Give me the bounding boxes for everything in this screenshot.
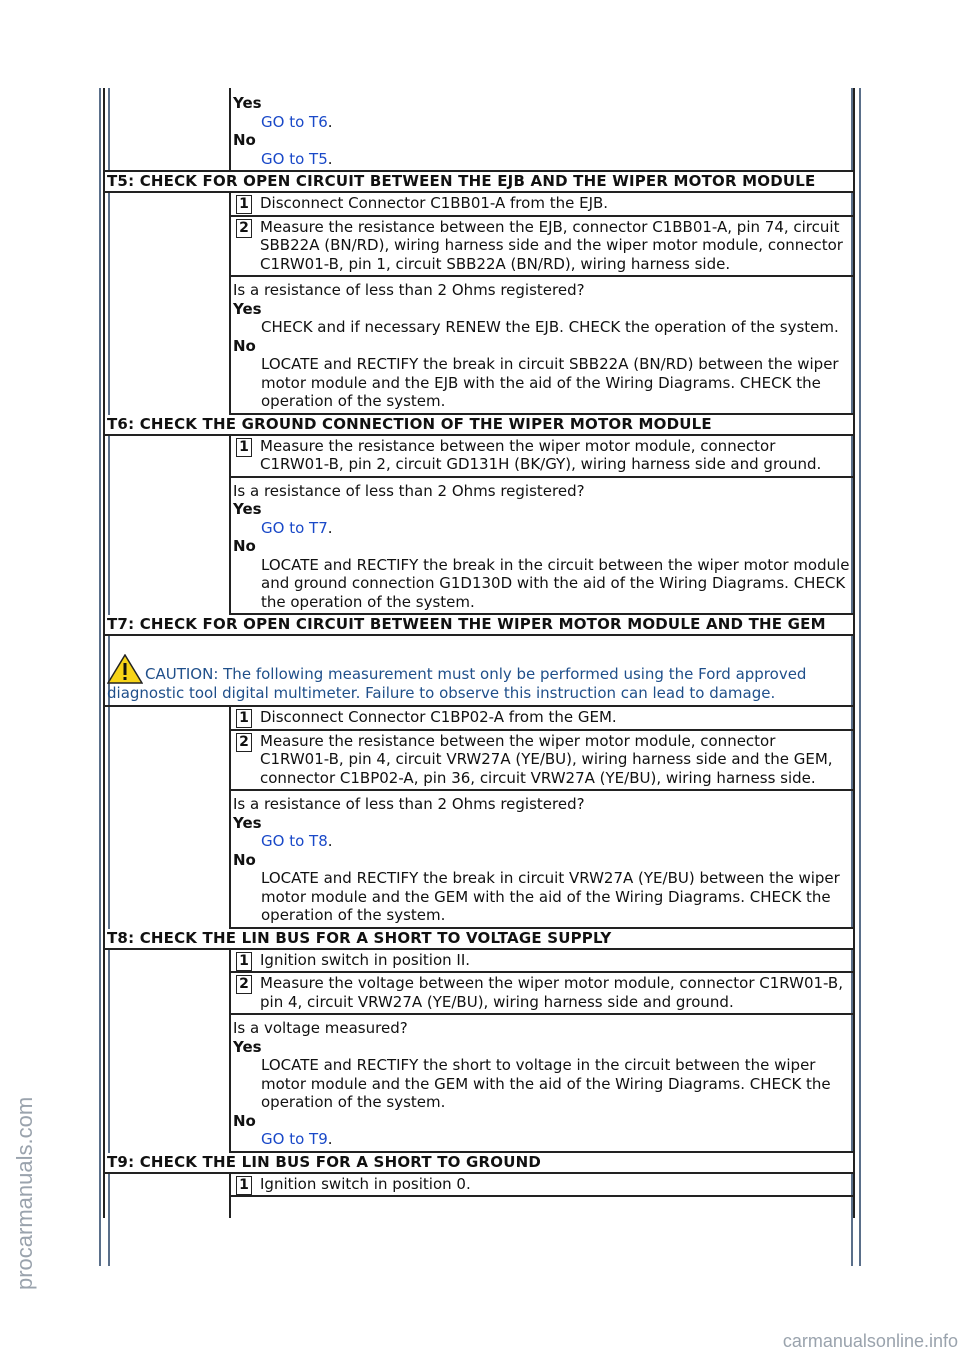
step-text: Measure the voltage between the wiper motor module, connector C1RW01-B, pin 4, circuit VRW27A (YE/BU), wiring harness side and ground. (260, 974, 843, 1011)
result-block: Is a voltage measured? Yes LOCATE and RECTIFY the short to voltage in the circuit between the wiper motor module and the GEM with the aid of the Wiring Diagrams. CHECK the operation of the system. No GO to T9. (231, 1015, 853, 1153)
go-to-t5-link[interactable]: GO to T5 (261, 149, 328, 168)
go-to-t9-link[interactable]: GO to T9 (261, 1130, 328, 1148)
left-outer-rule (99, 88, 101, 1266)
yes-label: Yes (233, 94, 262, 112)
step (231, 707, 853, 731)
section-t6 (103, 415, 855, 616)
go-to-t6-link[interactable]: GO to T6 (261, 112, 328, 131)
go-to-t7-link[interactable]: GO to T7 (261, 518, 328, 537)
no-label: No (233, 1111, 256, 1130)
step-number: 2 (236, 219, 252, 238)
top-result-row (103, 88, 855, 170)
step (231, 193, 853, 217)
question: Is a voltage measured? (233, 1019, 408, 1037)
result-block (231, 277, 853, 415)
step-text: Ignition switch in position 0. (260, 1174, 471, 1193)
step-number: 2 (236, 733, 252, 752)
step-text: Disconnect Connector C1BB01-A from the EJB. (260, 194, 609, 212)
section-t9 (103, 1153, 855, 1218)
top-result: Yes GO to T6. No GO to T5. (229, 88, 855, 170)
no-label: No (233, 131, 256, 149)
step-number: 1 (236, 195, 252, 214)
no-text: LOCATE and RECTIFY the break in circuit SBB22A (BN/RD) between the wiper motor module and the EJB with the aid of the Wiring Diagrams. CHECK the operation of the system. (261, 355, 839, 410)
step-text: Disconnect Connector C1BP02-A from the GEM. (260, 708, 617, 726)
diagnostic-procedure (103, 88, 855, 1218)
yes-text: LOCATE and RECTIFY the short to voltage in the circuit between the wiper motor module and the GEM with the aid of the Wiring Diagrams. CHECK the operation of the system. (261, 1056, 831, 1111)
step-number: 1 (236, 952, 252, 971)
step-text: Ignition switch in position II. (260, 950, 471, 969)
no-text: LOCATE and RECTIFY the break in circuit VRW27A (YE/BU) between the wiper motor module and the GEM with the aid of the Wiring Diagrams. CHECK the operation of the system. (261, 869, 840, 924)
caution-note (103, 636, 855, 707)
warning-icon (107, 654, 143, 684)
question: Is a resistance of less than 2 Ohms registered? (233, 795, 585, 813)
step (231, 436, 853, 478)
yes-label: Yes (233, 813, 262, 832)
no-label: No (233, 336, 256, 355)
section-title: T8: CHECK THE LIN BUS FOR A SHORT TO VOLTAGE SUPPLY (103, 929, 855, 950)
caution-text: CAUTION: The following measurement must only be performed using the Ford approved diagnostic tool digital multimeter. Failure to observe this instruction can lead to damage. (107, 665, 807, 702)
step-text: Measure the resistance between the EJB, connector C1BB01-A, pin 74, circuit SBB22A (BN/RD), wiring harness side and the wiper motor module, connector C1RW01-B, pin 1, circuit SBB22A (BN/RD), wiring harness side. (260, 217, 843, 273)
watermark: procarmanuals.com (12, 1096, 37, 1290)
go-to-t8-link[interactable]: GO to T8 (261, 832, 328, 850)
step-number: 1 (236, 709, 252, 728)
section-title: T6: CHECK THE GROUND CONNECTION OF THE WIPER MOTOR MODULE (103, 415, 855, 436)
step (231, 1174, 853, 1198)
section-t8 (103, 929, 855, 1153)
step-number: 1 (236, 438, 252, 457)
yes-text: CHECK and if necessary RENEW the EJB. CHECK the operation of the system. (261, 318, 839, 336)
section-title: T5: CHECK FOR OPEN CIRCUIT BETWEEN THE EJB AND THE WIPER MOTOR MODULE (103, 172, 855, 193)
step (231, 217, 853, 278)
section-t7 (103, 615, 855, 929)
step-number: 2 (236, 975, 252, 994)
footer-watermark: carmanualsonline.info (782, 1331, 958, 1351)
no-text: LOCATE and RECTIFY the break in the circuit between the wiper motor module and ground connection G1D130D with the aid of the Wiring Diagrams. CHECK the operation of the system. (261, 555, 850, 611)
yes-label: Yes (233, 1037, 262, 1056)
step-number: 1 (236, 1176, 252, 1195)
step-text: Measure the resistance between the wiper motor module, connector C1RW01-B, pin 2, circuit GD131H (BK/GY), wiring harness side and ground. (260, 436, 822, 473)
section-title: T7: CHECK FOR OPEN CIRCUIT BETWEEN THE WIPER MOTOR MODULE AND THE GEM (103, 615, 855, 636)
question: Is a resistance of less than 2 Ohms registered? (233, 281, 585, 299)
step-text: Measure the resistance between the wiper motor module, connector C1RW01-B, pin 4, circuit VRW27A (YE/BU), wiring harness side and the GEM, connector C1BP02-A, pin 36, circuit VRW27A (YE/BU), wiring harness side. (260, 731, 833, 787)
result-block: Is a resistance of less than 2 Ohms registered? Yes GO to T8. No LOCATE and RECTIFY the break in circuit VRW27A (YE/BU) between the wiper motor module and the GEM with the aid of the Wiring Diagrams. CHECK the operation of the system. (231, 791, 853, 929)
result-block: Is a resistance of less than 2 Ohms registered? Yes GO to T7. No LOCATE and RECTIFY the break in the circuit between the wiper motor module and ground connection G1D130D with the aid of the Wiring Diagrams. CHECK the operation of the system. (231, 478, 853, 616)
yes-label: Yes (233, 299, 262, 318)
yes-label: Yes (233, 500, 262, 518)
right-outer-rule (859, 88, 861, 1266)
question: Is a resistance of less than 2 Ohms registered? (233, 481, 585, 500)
step (231, 731, 853, 792)
section-title: T9: CHECK THE LIN BUS FOR A SHORT TO GROUND (103, 1153, 855, 1174)
no-label: No (233, 537, 256, 555)
step (231, 950, 853, 974)
step (231, 973, 853, 1015)
no-label: No (233, 850, 256, 869)
section-t5 (103, 170, 855, 415)
